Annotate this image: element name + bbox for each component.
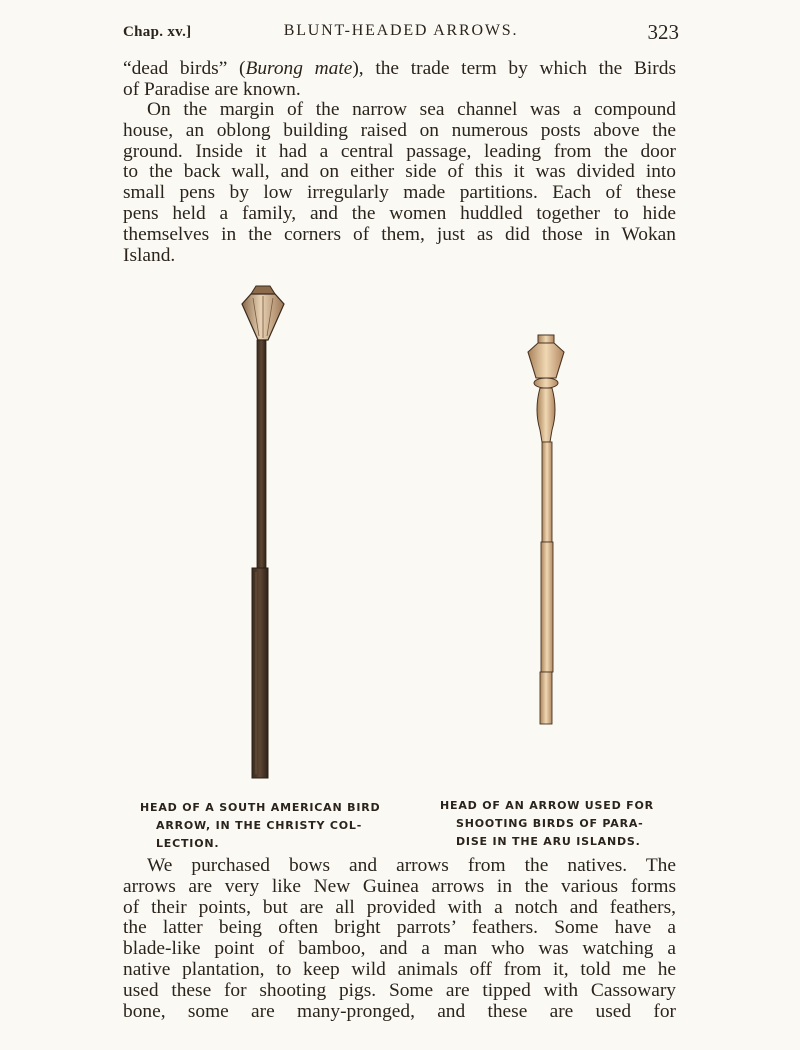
text-line: of Paradise are known. (123, 78, 301, 100)
south-american-arrow-illustration (228, 280, 298, 785)
text-line: ground. Inside it had a central passage, leading from the door (123, 140, 676, 162)
aru-islands-arrow-illustration (518, 330, 578, 730)
text-line: pens held a family, and the women huddled together to hide (123, 202, 676, 224)
text-line: themselves in the corners of them, just as did those in Wokan (123, 223, 676, 245)
text-line: the latter being often bright parrots’ feathers. Some have a (123, 917, 676, 939)
text-line: blade-like point of bamboo, and a man who was watching a (123, 938, 676, 960)
text-line: used these for shooting pigs. Some are tipped with Cassowary (123, 979, 676, 1001)
caption-line: HEAD OF A SOUTH AMERICAN BIRD (140, 801, 381, 814)
page-number: 323 (647, 20, 679, 44)
text-line: On the margin of the narrow sea channel was a compound (147, 99, 676, 120)
text-line: to the back wall, and on either side of this it was divided into (123, 161, 676, 183)
caption-line: LECTION. (156, 837, 220, 850)
left-figure-caption (140, 799, 380, 853)
text-line: bone, some are many-pronged, and these are used for (123, 1000, 676, 1022)
paragraph-compound-house (123, 100, 676, 266)
chapter-label: Chap. xv.] (123, 24, 192, 40)
caption-line: ARROW, IN THE CHRISTY COL- (156, 819, 363, 832)
caption-line: HEAD OF AN ARROW USED FOR (440, 799, 654, 812)
paragraph-continuation (123, 59, 676, 101)
running-title: BLUNT-HEADED ARROWS. (283, 22, 519, 39)
text-line: house, an oblong building raised on numerous posts above the (123, 119, 676, 141)
paragraph-bows-and-arrows (123, 856, 676, 1022)
text-line: native plantation, to keep wild animals off from it, told me he (123, 958, 676, 980)
running-head (123, 18, 679, 48)
text-line: We purchased bows and arrows from the natives. The (147, 855, 676, 876)
text-line: Island. (123, 244, 176, 266)
text-line: of their points, but are all provided with a notch and feathers, (123, 896, 676, 918)
text-line: small pens by low irregularly made partitions. Each of these (123, 182, 676, 204)
text-line: “dead birds” (Burong mate), the trade term by which the Birds (123, 58, 677, 79)
text-line: arrows are very like New Guinea arrows in the various forms (123, 875, 676, 897)
caption-line: SHOOTING BIRDS OF PARA- (456, 817, 644, 830)
right-figure-caption (440, 797, 654, 851)
italic-term: Burong mate (245, 58, 353, 79)
caption-line: DISE IN THE ARU ISLANDS. (456, 835, 641, 848)
